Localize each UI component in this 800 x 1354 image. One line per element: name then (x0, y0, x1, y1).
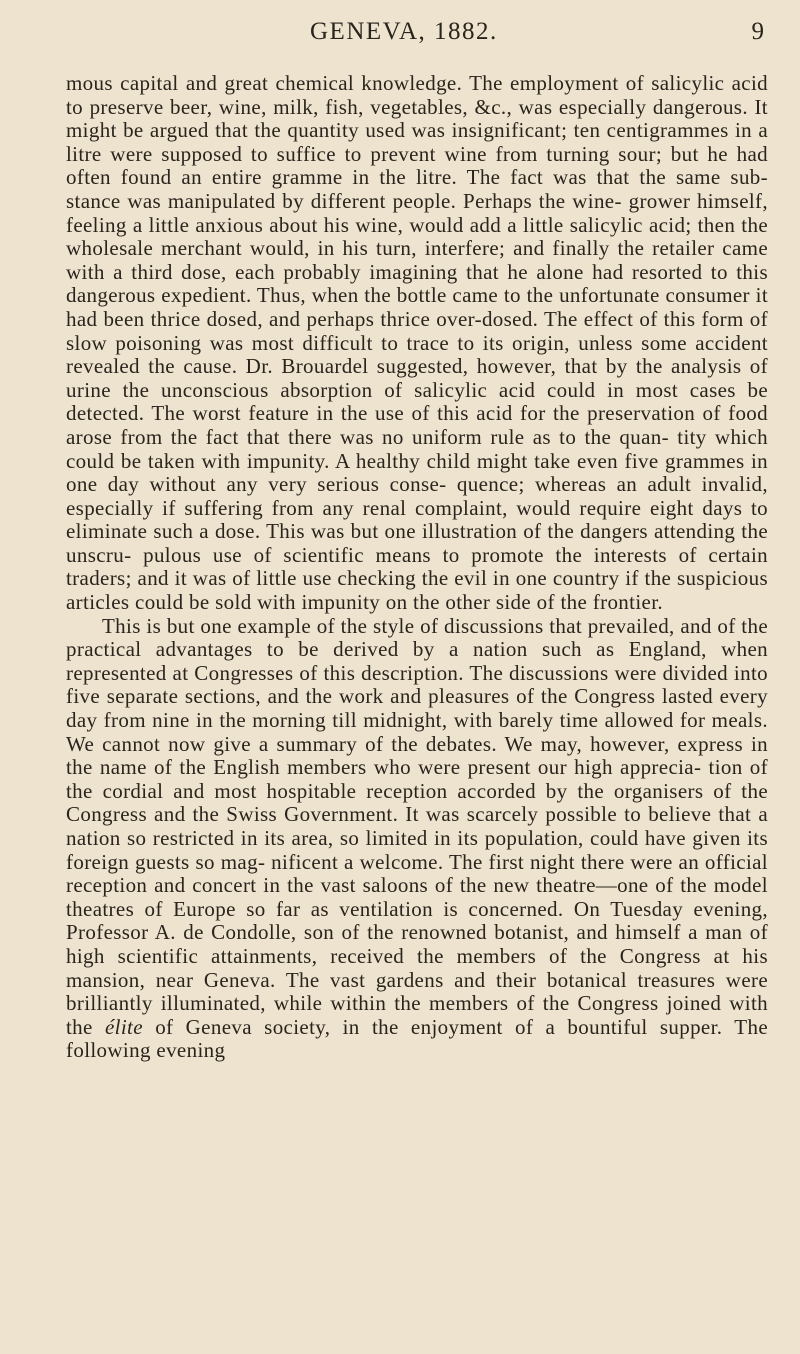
italic-term: élite (105, 1014, 143, 1039)
paragraph-text: This is but one example of the style of discussions that prevailed, and of the practical advantages to be derived by a nation such as England, when represented at Congresses of this description. The discussions were divided into five separate sections, and the work and pleasures of the Congress lasted every day from nine in the morning till midnight, with barely time allowed for meals. We cannot now give a summary of the debates. We may, however, express in the name of the English members who were present our high apprecia- tion of the cordial and most hospitable reception accorded by the organisers of the Congress and the Swiss Government. It was scarcely possible to believe that a nation so restricted in its area, so limited in its population, could have given its foreign guests so mag- nificent a welcome. The first night there were an official reception and concert in the vast saloons of the new theatre—one of the model theatres of Europe so far as ventilation is concerned. On Tuesday evening, Professor A. de Condolle, son of the renowned botanist, and himself a man of high scientific attainments, received the members of the Congress at his mansion, near Geneva. The vast gardens and their botanical treasures were brilliantly illuminated, while within the members of the Congress joined with the (66, 613, 768, 1039)
running-title: GENEVA, 1882. (310, 18, 498, 45)
running-head (66, 0, 768, 45)
paragraph-congress-reception (66, 615, 768, 1063)
paragraph-text: mous capital and great chemical knowledge. The employment of salicylic acid to preserve beer, wine, milk, fish, vegetables, &c., was especially dangerous. It might be argued that the quantity used was insignificant; ten centigrammes in a litre were supposed to suffice to prevent wine from turning sour; but he had often found an entire gramme in the litre. The fact was that the same sub- stance was manipulated by different people. Perhaps the wine- grower himself, feeling a little anxious about his wine, would add a little salicylic acid; then the wholesale merchant would, in his turn, interfere; and finally the retailer came with a third dose, each probably imagining that he alone had resorted to this dangerous expedient. Thus, when the bottle came to the unfortunate consumer it had been thrice dosed, and perhaps thrice over-dosed. The effect of this form of slow poisoning was most difficult to trace to its origin, unless some accident revealed the cause. Dr. Brouardel suggested, however, that by the analysis of urine the unconscious absorption of salicylic acid could in most cases be detected. The worst feature in the use of this acid for the preservation of food arose from the fact that there was no uniform rule as to the quan- tity which could be taken with impunity. A healthy child might take even five grammes in one day without any very serious conse- quence; whereas an adult invalid, especially if suffering from any renal complaint, would require eight days to eliminate such a dose. This was but one illustration of the dangers attending the unscru- pulous use of scientific means to promote the interests of certain traders; and it was of little use checking the evil in one country if the suspicious articles could be sold with impunity on the other side of the frontier. (66, 71, 768, 615)
paragraph-salicylic-acid (66, 72, 768, 615)
page-number: 9 (751, 18, 764, 45)
body-text (66, 72, 768, 1063)
paragraph-text-continued: of Geneva society, in the enjoyment of a bountiful supper. The following evening (66, 1014, 768, 1063)
